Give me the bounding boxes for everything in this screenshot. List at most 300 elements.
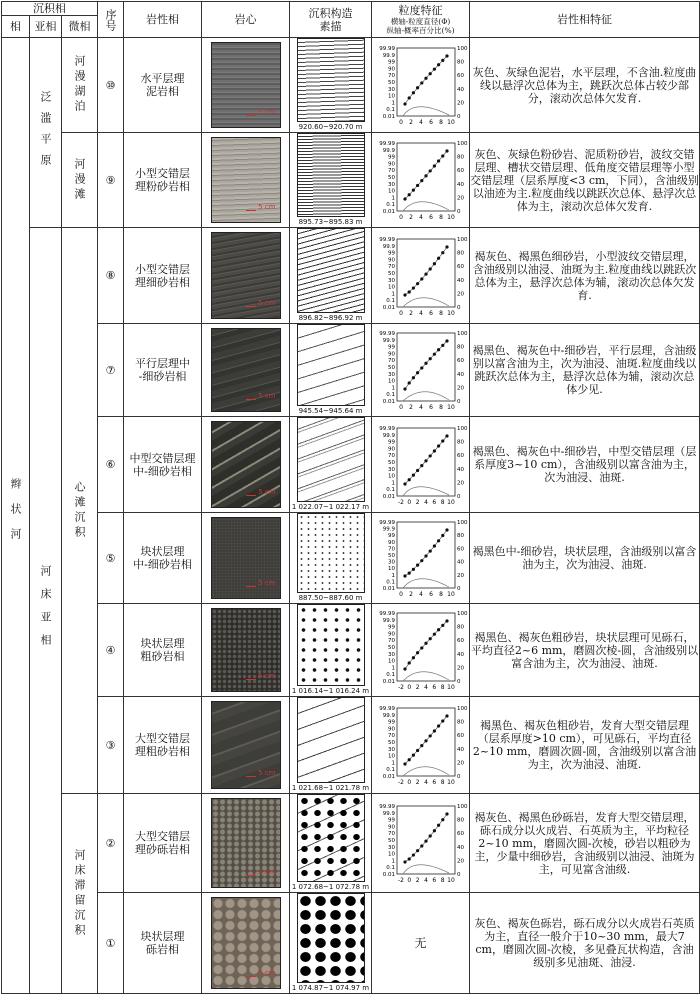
x-tick-label: 2 bbox=[415, 779, 420, 786]
sketch-image bbox=[297, 38, 365, 122]
x-tick-label: 4 bbox=[418, 119, 423, 126]
y-tick-label: 0.1 bbox=[385, 392, 395, 399]
y-tick-label: 99.9 bbox=[382, 432, 395, 439]
y2-tick-label: 80 bbox=[456, 817, 464, 824]
core-image bbox=[211, 232, 281, 319]
grain-plot-svg bbox=[373, 702, 469, 788]
data-point bbox=[432, 353, 435, 356]
data-point bbox=[428, 267, 431, 270]
x-tick-label: 10 bbox=[446, 119, 455, 126]
x-tick-label: 4 bbox=[418, 214, 423, 221]
y-tick-label: 0.1 bbox=[385, 297, 395, 304]
y2-tick-label: 60 bbox=[456, 546, 464, 553]
data-point bbox=[424, 642, 427, 645]
data-point bbox=[445, 619, 448, 622]
y-tick-label: 99.9 bbox=[382, 147, 395, 154]
x-tick-label: 6 bbox=[431, 877, 436, 884]
seq-number: ⑦ bbox=[98, 324, 124, 417]
x-tick-label: 0 bbox=[398, 214, 403, 221]
table-row bbox=[2, 697, 700, 794]
y2-tick-label: 100 bbox=[456, 331, 468, 337]
y-tick-label: 99 bbox=[387, 533, 395, 540]
y-tick-label: 99.9 bbox=[382, 243, 395, 250]
sketch-image bbox=[297, 133, 365, 217]
data-point bbox=[428, 454, 431, 457]
x-tick-label: 10 bbox=[446, 591, 455, 598]
data-point bbox=[424, 554, 427, 557]
y2-tick-label: 80 bbox=[456, 250, 464, 257]
core-image bbox=[211, 42, 281, 128]
data-point bbox=[420, 464, 423, 467]
cumulative-curve bbox=[405, 247, 447, 295]
data-point bbox=[407, 478, 410, 481]
data-point bbox=[407, 290, 410, 293]
x-tick-label: 8 bbox=[438, 404, 443, 411]
y-tick-label: 1 bbox=[391, 290, 395, 297]
data-point bbox=[420, 744, 423, 747]
data-point bbox=[445, 245, 448, 248]
y2-tick-label: 100 bbox=[456, 425, 468, 432]
cumulative-curve bbox=[405, 621, 447, 669]
y2-tick-label: 40 bbox=[456, 844, 464, 851]
data-point bbox=[441, 624, 444, 627]
x-tick-label: 10 bbox=[446, 309, 455, 317]
microfacies-lake: 河漫湖泊 bbox=[62, 38, 98, 133]
facies-braided-river: 辫状河 bbox=[2, 38, 30, 994]
data-point bbox=[420, 366, 423, 369]
data-point bbox=[428, 549, 431, 552]
y2-tick-label: 0 bbox=[456, 679, 461, 685]
y2-tick-label: 40 bbox=[456, 466, 464, 473]
y-tick-label: 1 bbox=[391, 479, 395, 486]
y2-tick-label: 80 bbox=[456, 533, 464, 540]
table-row bbox=[2, 604, 700, 697]
y2-tick-label: 0 bbox=[456, 586, 461, 592]
data-point bbox=[416, 651, 419, 654]
y2-tick-label: 20 bbox=[456, 479, 464, 486]
data-point bbox=[441, 344, 444, 347]
x-tick-label: 0 bbox=[398, 404, 403, 411]
y-tick-label: 70 bbox=[387, 831, 395, 838]
x-tick-label: 2 bbox=[408, 591, 413, 598]
y-tick-label: 70 bbox=[387, 168, 395, 175]
y2-tick-label: 20 bbox=[456, 760, 464, 767]
lithofacies-description: 褐灰色、褐黑色细砂岩，小型波纹交错层理，含油级别以油浸、油斑为主.粒度曲线以跳跃次总体为主，悬浮次总体为辅，滚动次总体欠发育. bbox=[470, 228, 700, 324]
data-point bbox=[441, 251, 444, 254]
y2-tick-label: 40 bbox=[456, 277, 464, 284]
core-image bbox=[211, 517, 281, 599]
y2-tick-label: 60 bbox=[456, 73, 464, 80]
sketch-image bbox=[297, 513, 365, 593]
y-tick-label: 70 bbox=[387, 452, 395, 459]
x-tick-label: 10 bbox=[446, 214, 455, 221]
y2-tick-label: 20 bbox=[456, 290, 464, 297]
core-photo bbox=[202, 133, 290, 228]
y-tick-label: 30 bbox=[387, 371, 395, 378]
y2-tick-label: 0 bbox=[456, 493, 461, 500]
data-point bbox=[403, 102, 406, 105]
y2-tick-label: 60 bbox=[456, 263, 464, 270]
x-tick-label: 2 bbox=[415, 684, 420, 691]
y-tick-label: 99 bbox=[387, 624, 395, 631]
y-tick-label: 90 bbox=[387, 539, 395, 546]
y-tick-label: 30 bbox=[387, 844, 395, 851]
y-tick-label: 99.99 bbox=[378, 141, 395, 147]
header-sketch: 沉积构造 素描 bbox=[290, 2, 372, 38]
scale-bar: 5 cm bbox=[258, 577, 275, 590]
cumulative-curve bbox=[405, 814, 447, 862]
data-point bbox=[407, 96, 410, 99]
x-tick-label: 2 bbox=[408, 214, 413, 221]
depth-label: 1 021.68~1 021.78 m bbox=[291, 784, 370, 792]
data-point bbox=[416, 282, 419, 285]
data-point bbox=[437, 824, 440, 827]
data-point bbox=[432, 449, 435, 452]
data-point bbox=[416, 749, 419, 752]
core-photo bbox=[202, 697, 290, 794]
grain-plot-svg bbox=[373, 607, 469, 693]
y-tick-label: 0.01 bbox=[382, 679, 395, 685]
structure-sketch bbox=[290, 604, 372, 697]
x-tick-label: -2 bbox=[397, 684, 404, 691]
core-photo bbox=[202, 893, 290, 994]
y2-tick-label: 20 bbox=[456, 385, 464, 392]
scale-bar: 5 cm bbox=[258, 390, 275, 403]
y-tick-label: 1 bbox=[391, 665, 395, 672]
data-point bbox=[441, 534, 444, 537]
y-tick-label: 1 bbox=[391, 385, 395, 392]
x-tick-label: 0 bbox=[406, 684, 411, 691]
lithofacies-description: 褐黑色、褐灰色粗砂岩，发育大型交错层理（层系厚度>10 cm），可见砾石，平均直径2~10 mm，磨圆次圆-圆，含油级别以富含油为主，次为油浸、油斑. bbox=[470, 697, 700, 794]
x-tick-label: 2 bbox=[408, 119, 413, 126]
data-point bbox=[432, 164, 435, 167]
y2-tick-label: 100 bbox=[456, 804, 468, 810]
core-photo bbox=[202, 38, 290, 133]
lithofacies-description: 灰色、灰绿色粉砂岩、泥质粉砂岩，波纹交错层理、槽状交错层理、低角度交错层理等小型交错层理（层系厚度<3 cm，下同），含油级别以油迹为主.粒度曲线以跳跃次总体、悬浮次总体为主，滚动次总体欠发育. bbox=[470, 133, 700, 228]
y-tick-label: 0.1 bbox=[385, 486, 395, 493]
y-tick-label: 90 bbox=[387, 726, 395, 733]
y-tick-label: 10 bbox=[387, 93, 395, 100]
y-tick-label: 99 bbox=[387, 344, 395, 351]
structure-sketch bbox=[290, 513, 372, 604]
y2-tick-label: 60 bbox=[456, 733, 464, 740]
depth-label: 887.50~887.60 m bbox=[298, 594, 363, 602]
data-point bbox=[441, 154, 444, 157]
y-tick-label: 50 bbox=[387, 365, 395, 371]
y-tick-label: 50 bbox=[387, 459, 395, 466]
y-tick-label: 99 bbox=[387, 154, 395, 161]
microfacies-beach: 河漫滩 bbox=[62, 133, 98, 228]
y2-tick-label: 100 bbox=[456, 520, 468, 526]
x-tick-label: 8 bbox=[438, 309, 443, 317]
y-tick-label: 99.99 bbox=[378, 331, 395, 337]
y2-tick-label: 60 bbox=[456, 452, 464, 459]
x-tick-label: 8 bbox=[438, 214, 443, 221]
scale-bar: 5 cm bbox=[258, 866, 275, 879]
sketch-image bbox=[297, 794, 365, 882]
y-tick-label: 70 bbox=[387, 638, 395, 645]
x-tick-label: 6 bbox=[431, 779, 436, 786]
data-point bbox=[424, 739, 427, 742]
data-point bbox=[407, 857, 410, 860]
data-point bbox=[420, 179, 423, 182]
y-tick-label: 0.1 bbox=[385, 579, 395, 586]
y-tick-label: 0.1 bbox=[385, 107, 395, 114]
y-tick-label: 1 bbox=[391, 858, 395, 865]
y-tick-label: 0.1 bbox=[385, 672, 395, 679]
lithofacies-name: 块状层理 砾岩相 bbox=[124, 893, 202, 994]
y-tick-label: 0.01 bbox=[382, 774, 395, 780]
core-photo bbox=[202, 604, 290, 697]
y-tick-label: 50 bbox=[387, 740, 395, 746]
grain-plot-svg bbox=[373, 516, 469, 600]
x-tick-label: 10 bbox=[446, 684, 455, 691]
grain-plot-svg bbox=[373, 137, 469, 223]
y2-tick-label: 40 bbox=[456, 746, 464, 753]
data-point bbox=[403, 293, 406, 296]
y-tick-label: 99.99 bbox=[378, 425, 395, 432]
grain-size-plot bbox=[372, 513, 470, 604]
y-tick-label: 99 bbox=[387, 439, 395, 446]
y2-tick-label: 0 bbox=[456, 774, 461, 780]
y-tick-label: 90 bbox=[387, 351, 395, 358]
data-point bbox=[403, 197, 406, 200]
seq-number: ⑨ bbox=[98, 133, 124, 228]
y-tick-label: 0.1 bbox=[385, 767, 395, 774]
depth-label: 1 016.14~1 016.24 m bbox=[291, 687, 370, 695]
y-tick-label: 50 bbox=[387, 838, 395, 844]
data-point bbox=[411, 853, 414, 856]
scale-bar: 5 cm bbox=[258, 767, 275, 780]
data-point bbox=[424, 272, 427, 275]
data-point bbox=[432, 633, 435, 636]
y-tick-label: 50 bbox=[387, 645, 395, 651]
y-tick-label: 99.9 bbox=[382, 526, 395, 533]
x-tick-label: -2 bbox=[397, 779, 404, 786]
y-tick-label: 0.01 bbox=[382, 493, 395, 500]
structure-sketch bbox=[290, 324, 372, 417]
y-tick-label: 30 bbox=[387, 651, 395, 658]
y-tick-label: 99.99 bbox=[378, 46, 395, 52]
data-point bbox=[437, 256, 440, 259]
y2-tick-label: 0 bbox=[456, 114, 461, 120]
y-tick-label: 99 bbox=[387, 59, 395, 66]
y2-tick-label: 40 bbox=[456, 651, 464, 658]
lithofacies-description: 褐黑色、褐灰色中-细砂岩，平行层理，含油级别以富含油为主，次为油浸、油斑.粒度曲线以跳跃次总体为主，悬浮次总体为辅，滚动次总体少见. bbox=[470, 324, 700, 417]
grain-plot-svg bbox=[373, 233, 469, 319]
scale-bar: 5 cm bbox=[258, 297, 275, 310]
data-point bbox=[428, 637, 431, 640]
x-tick-label: 0 bbox=[406, 877, 411, 884]
grain-size-plot bbox=[372, 417, 470, 513]
y-tick-label: 90 bbox=[387, 66, 395, 73]
structure-sketch bbox=[290, 893, 372, 994]
y-tick-label: 99.9 bbox=[382, 712, 395, 719]
header-subfacies: 亚相 bbox=[30, 16, 62, 38]
lithofacies-description: 褐黑色中-细砂岩，块状层理，含油级别以富含油为主，次为油浸、油斑. bbox=[470, 513, 700, 604]
y-tick-label: 30 bbox=[387, 86, 395, 93]
x-tick-label: 2 bbox=[408, 309, 413, 317]
y2-tick-label: 80 bbox=[456, 719, 464, 726]
y-tick-label: 70 bbox=[387, 358, 395, 365]
table-row bbox=[2, 228, 700, 324]
frequency-curve bbox=[403, 767, 449, 776]
data-point bbox=[411, 656, 414, 659]
data-point bbox=[428, 734, 431, 737]
core-photo bbox=[202, 228, 290, 324]
y-tick-label: 90 bbox=[387, 445, 395, 452]
data-point bbox=[445, 54, 448, 57]
grain-plot-svg bbox=[373, 327, 469, 413]
frequency-curve bbox=[403, 297, 449, 306]
y-tick-label: 10 bbox=[387, 188, 395, 195]
data-point bbox=[416, 371, 419, 374]
data-point bbox=[441, 59, 444, 62]
y-tick-label: 99.9 bbox=[382, 52, 395, 59]
structure-sketch bbox=[290, 794, 372, 893]
data-point bbox=[420, 646, 423, 649]
x-tick-label: 6 bbox=[428, 214, 433, 221]
seq-number: ④ bbox=[98, 604, 124, 697]
y-tick-label: 50 bbox=[387, 175, 395, 181]
sketch-image bbox=[297, 604, 365, 686]
lithofacies-name: 小型交错层 理粉砂岩相 bbox=[124, 133, 202, 228]
header-seq: 序号 bbox=[98, 2, 124, 38]
x-tick-label: 4 bbox=[423, 877, 428, 884]
data-point bbox=[441, 719, 444, 722]
data-point bbox=[407, 571, 410, 574]
data-point bbox=[416, 849, 419, 852]
y-tick-label: 50 bbox=[387, 80, 395, 86]
y2-tick-label: 60 bbox=[456, 638, 464, 645]
x-tick-label: 4 bbox=[423, 684, 428, 691]
y-tick-label: 70 bbox=[387, 733, 395, 740]
structure-sketch bbox=[290, 38, 372, 133]
y-tick-label: 0.01 bbox=[382, 114, 395, 120]
data-point bbox=[407, 193, 410, 196]
plot-frame bbox=[397, 48, 455, 116]
data-point bbox=[445, 149, 448, 152]
y-tick-label: 70 bbox=[387, 546, 395, 553]
facies-table bbox=[1, 1, 700, 994]
header-features: 岩性相特征 bbox=[470, 2, 700, 38]
data-point bbox=[437, 159, 440, 162]
core-photo bbox=[202, 513, 290, 604]
seq-number: ⑧ bbox=[98, 228, 124, 324]
y2-tick-label: 40 bbox=[456, 86, 464, 93]
y-tick-label: 99.99 bbox=[378, 706, 395, 712]
y-tick-label: 0.01 bbox=[382, 399, 395, 405]
scale-bar: 5 cm bbox=[258, 967, 275, 980]
table-row bbox=[2, 794, 700, 893]
data-point bbox=[403, 574, 406, 577]
grain-size-plot bbox=[372, 228, 470, 324]
sketch-image bbox=[297, 417, 365, 502]
x-tick-label: 6 bbox=[431, 498, 436, 506]
depth-label: 1 022.07~1 022.17 m bbox=[291, 503, 370, 511]
y-tick-label: 90 bbox=[387, 631, 395, 638]
data-point bbox=[424, 77, 427, 80]
core-image bbox=[211, 897, 281, 989]
data-point bbox=[407, 758, 410, 761]
scale-bar: 5 cm bbox=[258, 201, 275, 214]
grain-size-plot bbox=[372, 697, 470, 794]
lithofacies-name: 平行层理中 -细砂岩相 bbox=[124, 324, 202, 417]
x-tick-label: 10 bbox=[446, 404, 455, 411]
core-image bbox=[211, 701, 281, 789]
y2-tick-label: 0 bbox=[456, 304, 461, 311]
x-tick-label: 6 bbox=[428, 404, 433, 411]
data-point bbox=[437, 348, 440, 351]
data-point bbox=[416, 86, 419, 89]
grain-plot-svg bbox=[373, 42, 469, 128]
data-point bbox=[411, 376, 414, 379]
data-point bbox=[424, 459, 427, 462]
y2-tick-label: 100 bbox=[456, 46, 468, 52]
data-point bbox=[428, 72, 431, 75]
y-tick-label: 1 bbox=[391, 572, 395, 579]
scale-bar: 5 cm bbox=[258, 670, 275, 683]
table-row bbox=[2, 893, 700, 994]
lithofacies-description: 灰色、灰绿色泥岩，水平层理，不含油.粒度曲线以悬浮次总体为主，跳跃次总体占较少部分，滚动次总体欠发育. bbox=[470, 38, 700, 133]
y-tick-label: 99.9 bbox=[382, 337, 395, 344]
cumulative-curve bbox=[405, 56, 447, 104]
core-image bbox=[211, 608, 281, 692]
y-tick-label: 99.99 bbox=[378, 611, 395, 617]
sketch-image bbox=[297, 697, 365, 783]
data-point bbox=[416, 564, 419, 567]
table-row bbox=[2, 324, 700, 417]
y-tick-label: 70 bbox=[387, 263, 395, 270]
x-tick-label: 0 bbox=[406, 779, 411, 786]
data-point bbox=[437, 444, 440, 447]
y-tick-label: 0.1 bbox=[385, 202, 395, 209]
microfacies-bar: 心滩沉积 bbox=[62, 228, 98, 794]
x-tick-label: 4 bbox=[418, 309, 423, 317]
y2-tick-label: 40 bbox=[456, 559, 464, 566]
y2-tick-label: 20 bbox=[456, 195, 464, 202]
depth-label: 896.82~896.92 m bbox=[298, 314, 363, 322]
core-photo bbox=[202, 324, 290, 417]
data-point bbox=[432, 68, 435, 71]
y-tick-label: 0.01 bbox=[382, 304, 395, 311]
core-image bbox=[211, 798, 281, 888]
data-point bbox=[437, 724, 440, 727]
data-point bbox=[411, 189, 414, 192]
data-point bbox=[411, 568, 414, 571]
depth-label: 945.54~945.64 m bbox=[298, 407, 363, 415]
y-tick-label: 10 bbox=[387, 284, 395, 291]
core-photo bbox=[202, 794, 290, 893]
y2-tick-label: 0 bbox=[456, 399, 461, 405]
x-tick-label: 8 bbox=[438, 119, 443, 126]
header-core: 岩心 bbox=[202, 2, 290, 38]
y-tick-label: 90 bbox=[387, 824, 395, 831]
header-microfacies: 微相 bbox=[62, 16, 98, 38]
y-tick-label: 10 bbox=[387, 658, 395, 665]
plot-frame bbox=[397, 333, 455, 401]
frequency-curve bbox=[403, 672, 449, 681]
grain-plot-svg bbox=[373, 422, 469, 508]
header-facies: 沉积相 bbox=[2, 2, 98, 16]
lithofacies-description: 灰色、褐灰色砾岩，砾石成分以火成岩石英质为主，直径一般介于10~30 mm，最大7 cm，磨圆次圆-次棱，多见叠瓦状构造，含油级别多见油斑、油浸. bbox=[470, 893, 700, 994]
y-tick-label: 30 bbox=[387, 746, 395, 753]
seq-number: ① bbox=[98, 893, 124, 994]
y-tick-label: 99 bbox=[387, 250, 395, 257]
y2-tick-label: 80 bbox=[456, 59, 464, 66]
grain-size-plot bbox=[372, 893, 470, 994]
data-point bbox=[432, 544, 435, 547]
